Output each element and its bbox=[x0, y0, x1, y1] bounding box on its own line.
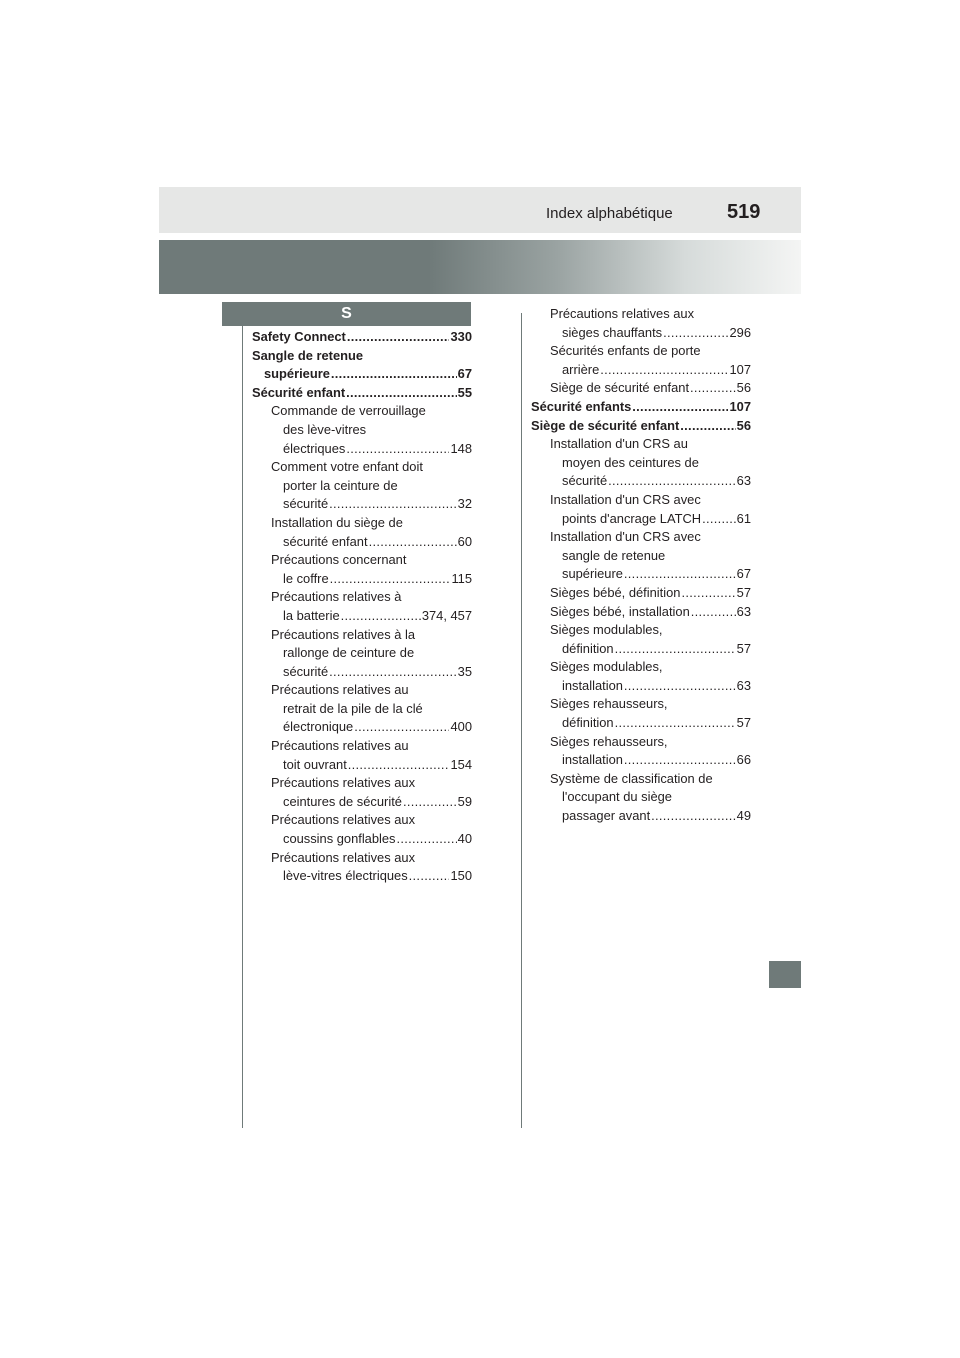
index-page-ref: 61 bbox=[736, 510, 751, 526]
index-page-ref: 148 bbox=[450, 440, 472, 456]
index-entry-text: électronique bbox=[283, 719, 354, 735]
index-entry-text: toit ouvrant bbox=[283, 756, 347, 772]
dot-leader bbox=[341, 607, 421, 626]
index-entry-text: coussins gonflables bbox=[283, 831, 396, 847]
index-entry-text: Safety Connect bbox=[252, 329, 346, 344]
dot-leader bbox=[651, 807, 736, 826]
index-entry-text: ceintures de sécurité bbox=[283, 793, 402, 809]
dot-leader bbox=[403, 793, 457, 812]
index-entry-text: définition bbox=[562, 640, 614, 656]
index-entry bbox=[531, 603, 751, 622]
index-entry bbox=[252, 588, 472, 625]
index-entry bbox=[252, 402, 472, 458]
index-entry-text: points d'ancrage LATCH bbox=[562, 510, 702, 526]
index-entry-text: Précautions relatives à bbox=[271, 589, 402, 605]
index-entry-text: sécurité bbox=[283, 496, 329, 512]
index-page-ref: 154 bbox=[450, 756, 472, 772]
index-page-ref: 56 bbox=[736, 417, 751, 433]
index-entry-text: Sièges modulables, bbox=[550, 659, 663, 675]
index-letter-tab: S bbox=[222, 302, 471, 326]
dot-leader bbox=[690, 379, 736, 398]
index-entry bbox=[531, 417, 751, 436]
dot-leader bbox=[608, 472, 736, 491]
index-entry-text: porter la ceinture de bbox=[283, 477, 398, 493]
index-entry-text: Sécurité enfant bbox=[252, 384, 346, 400]
dot-leader bbox=[348, 756, 450, 775]
index-entry-text: moyen des ceintures de bbox=[562, 454, 699, 470]
index-entry bbox=[531, 528, 751, 584]
index-entry-text: sécurité enfant bbox=[283, 533, 368, 549]
index-entry bbox=[252, 849, 472, 886]
index-entry bbox=[531, 695, 751, 732]
index-entry-text: Comment votre enfant doit bbox=[271, 459, 423, 475]
index-entry bbox=[531, 342, 751, 379]
index-page-ref: 63 bbox=[736, 603, 751, 619]
index-entry-text: Installation d'un CRS avec bbox=[550, 491, 701, 507]
dot-leader bbox=[409, 867, 450, 886]
chapter-side-tab bbox=[769, 961, 801, 988]
index-page-ref: 32 bbox=[457, 496, 472, 512]
index-entry-text: installation bbox=[562, 677, 623, 693]
index-column-left bbox=[252, 328, 472, 886]
page-number: 519 bbox=[727, 201, 761, 223]
dot-leader bbox=[369, 533, 457, 552]
index-page-ref: 35 bbox=[457, 663, 472, 679]
dot-leader bbox=[347, 328, 450, 347]
index-entry bbox=[252, 458, 472, 514]
index-page-ref: 400 bbox=[450, 719, 472, 735]
dot-leader bbox=[681, 584, 735, 603]
dot-leader bbox=[680, 417, 735, 436]
index-page-ref: 330 bbox=[450, 329, 472, 344]
index-entry-text: Siège de sécurité enfant bbox=[550, 380, 690, 396]
index-entry-text: Sièges bébé, installation bbox=[550, 603, 690, 619]
index-entry-text: rallonge de ceinture de bbox=[283, 645, 415, 661]
index-entry-text: définition bbox=[562, 715, 614, 731]
index-entry-text: Sièges rehausseurs, bbox=[550, 733, 668, 749]
index-entry-text: supérieure bbox=[562, 566, 623, 582]
section-title: Index alphabétique bbox=[546, 205, 673, 222]
index-entry-text: Siège de sécurité enfant bbox=[531, 417, 680, 433]
header-bar bbox=[159, 187, 801, 233]
dot-leader bbox=[600, 361, 728, 380]
dot-leader bbox=[397, 830, 457, 849]
index-entry bbox=[531, 491, 751, 528]
index-page-ref: 40 bbox=[457, 831, 472, 847]
index-page-ref: 56 bbox=[736, 380, 751, 396]
dot-leader bbox=[624, 565, 736, 584]
dot-leader bbox=[615, 714, 736, 733]
index-entry bbox=[252, 551, 472, 588]
index-entry bbox=[252, 384, 472, 403]
index-entry-text: l'occupant du siège bbox=[562, 789, 672, 805]
index-page-ref: 67 bbox=[457, 366, 472, 382]
index-entry-text: Précautions relatives au bbox=[271, 682, 409, 698]
index-entry-text: sangle de retenue bbox=[562, 547, 666, 563]
dot-leader bbox=[624, 677, 736, 696]
index-entry-text: Commande de verrouillage bbox=[271, 403, 426, 419]
index-page-ref: 66 bbox=[736, 752, 751, 768]
index-entry bbox=[531, 435, 751, 491]
index-entry bbox=[252, 347, 472, 384]
index-entry-text: Installation d'un CRS au bbox=[550, 436, 688, 452]
index-page-ref: 63 bbox=[736, 677, 751, 693]
index-page-ref: 57 bbox=[736, 584, 751, 600]
index-entry-text: Installation du siège de bbox=[271, 514, 403, 530]
index-entry-text: le coffre bbox=[283, 570, 329, 586]
index-column-right bbox=[531, 305, 751, 826]
index-entry-text: retrait de la pile de la clé bbox=[283, 700, 423, 716]
index-entry-text: Précautions relatives au bbox=[271, 738, 409, 754]
dot-leader bbox=[691, 603, 736, 622]
index-page-ref: 57 bbox=[736, 640, 751, 656]
index-entry-text: sécurité bbox=[283, 663, 329, 679]
index-entry-text: Sécurité enfants bbox=[531, 398, 632, 414]
index-entry-text: Précautions relatives aux bbox=[271, 812, 416, 828]
index-entry-text: Précautions relatives à la bbox=[271, 626, 416, 642]
index-page-ref: 57 bbox=[736, 715, 751, 731]
index-entry bbox=[252, 328, 472, 347]
index-page-ref: 107 bbox=[729, 398, 751, 414]
dot-leader bbox=[663, 324, 728, 343]
index-entry bbox=[531, 398, 751, 417]
index-page-ref: 63 bbox=[736, 473, 751, 489]
index-entry-text: passager avant bbox=[562, 808, 651, 824]
header-gradient-band bbox=[159, 240, 801, 294]
index-page-ref: 60 bbox=[457, 533, 472, 549]
index-entry bbox=[531, 658, 751, 695]
index-entry bbox=[531, 379, 751, 398]
dot-leader bbox=[624, 751, 736, 770]
dot-leader bbox=[330, 570, 451, 589]
index-page-ref: 55 bbox=[457, 384, 472, 400]
dot-leader bbox=[632, 398, 728, 417]
index-entry bbox=[252, 681, 472, 737]
index-entry bbox=[531, 621, 751, 658]
dot-leader bbox=[331, 365, 457, 384]
index-entry-text: la batterie bbox=[283, 607, 340, 623]
index-entry bbox=[252, 514, 472, 551]
index-entry-text: électriques bbox=[283, 440, 346, 456]
index-entry-text: des lève-vitres bbox=[283, 421, 367, 437]
dot-leader bbox=[354, 718, 449, 737]
index-entry-text: supérieure bbox=[264, 366, 330, 382]
index-entry-text: Précautions relatives aux bbox=[271, 775, 416, 791]
dot-leader bbox=[346, 440, 449, 459]
index-entry bbox=[252, 737, 472, 774]
dot-leader bbox=[615, 640, 736, 659]
index-entry bbox=[252, 774, 472, 811]
index-entry bbox=[531, 584, 751, 603]
index-page-ref: 49 bbox=[736, 808, 751, 824]
index-entry-text: installation bbox=[562, 752, 623, 768]
index-entry-text: Sièges modulables, bbox=[550, 622, 663, 638]
index-entry-text: Sièges bébé, définition bbox=[550, 584, 681, 600]
index-page-ref: 374, 457 bbox=[421, 607, 472, 623]
index-entry-text: Précautions relatives aux bbox=[271, 849, 416, 865]
dot-leader bbox=[329, 663, 457, 682]
index-entry-text: arrière bbox=[562, 361, 600, 377]
index-entry-text: sécurité bbox=[562, 473, 608, 489]
index-entry-text: Sangle de retenue bbox=[252, 347, 364, 363]
index-entry-text: Précautions concernant bbox=[271, 552, 407, 568]
index-entry bbox=[252, 626, 472, 682]
index-page-ref: 115 bbox=[451, 570, 472, 586]
index-page-ref: 59 bbox=[457, 793, 472, 809]
right-column-rule bbox=[521, 313, 522, 1128]
index-page-ref: 296 bbox=[729, 324, 751, 340]
index-entry-text: Système de classification de bbox=[550, 770, 713, 786]
index-entry bbox=[531, 305, 751, 342]
left-column-rule bbox=[242, 313, 243, 1128]
index-entry-text: Installation d'un CRS avec bbox=[550, 529, 701, 545]
index-page-ref: 107 bbox=[729, 361, 751, 377]
index-entry-text: lève-vitres électriques bbox=[283, 868, 408, 884]
index-entry-text: Précautions relatives aux bbox=[550, 306, 695, 321]
index-entry-text: Sièges rehausseurs, bbox=[550, 696, 668, 712]
index-entry-text: sièges chauffants bbox=[562, 324, 663, 340]
dot-leader bbox=[329, 495, 457, 514]
dot-leader bbox=[346, 384, 457, 403]
index-entry bbox=[252, 811, 472, 848]
index-page-ref: 67 bbox=[736, 566, 751, 582]
index-entry bbox=[531, 770, 751, 826]
dot-leader bbox=[702, 510, 736, 529]
index-entry-text: Sécurités enfants de porte bbox=[550, 343, 701, 359]
index-entry bbox=[531, 733, 751, 770]
index-page-ref: 150 bbox=[450, 868, 472, 884]
